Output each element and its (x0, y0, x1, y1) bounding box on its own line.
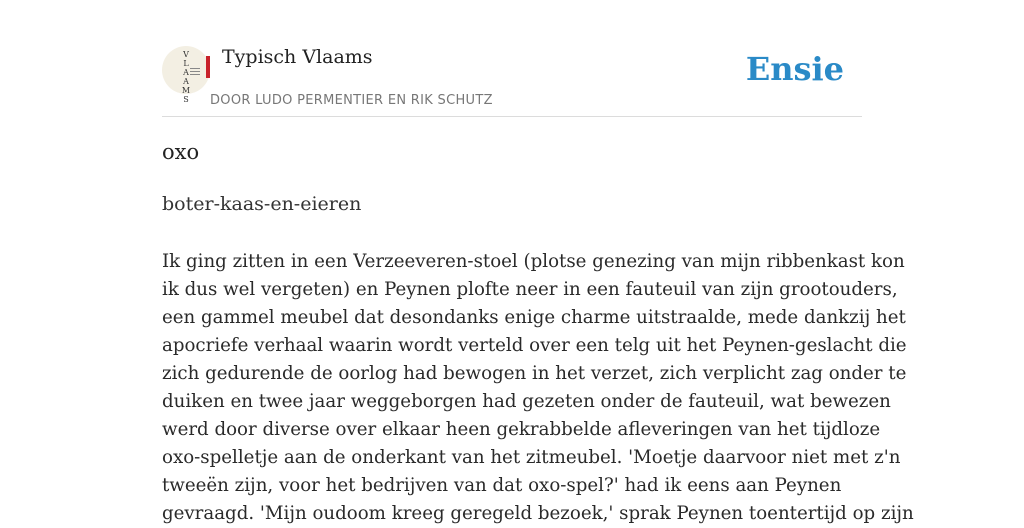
body-line: zich gedurende de oorlog had bewogen in het verzet, zich verplicht zag onder te (162, 363, 907, 384)
body-line: tweeën zijn, voor het bedrijven van dat oxo-spel?' had ik eens aan Peynen (162, 475, 842, 496)
body-line: Ik ging zitten in een Verzeeveren-stoel (plotse genezing van mijn ribbenkast kon (162, 251, 905, 272)
body-line: gevraagd. 'Mijn oudoom kreeg geregeld bezoek,' sprak Peynen toentertijd op zijn (162, 503, 914, 524)
logo-letters: V L A A M S (181, 50, 191, 104)
logo-accent (206, 56, 210, 78)
entry-body (162, 248, 914, 528)
book-title[interactable]: Typisch Vlaams (222, 46, 373, 68)
body-line: ik dus wel vergeten) en Peynen plofte neer in een fauteuil van zijn grootouders, (162, 279, 898, 300)
book-authors: DOOR LUDO PERMENTIER EN RIK SCHUTZ (210, 93, 493, 108)
ensie-brand-logo[interactable]: Ensie (745, 50, 844, 88)
book-header (162, 46, 862, 117)
logo-decoration (190, 68, 200, 77)
body-line: werd door diverse over elkaar heen gekrabbelde afleveringen van het tijdloze (162, 419, 881, 440)
body-line: duiken en twee jaar weggeborgen had gezeten onder de fauteuil, wat bewezen (162, 391, 891, 412)
entry-title: oxo (162, 140, 200, 164)
entry-subtitle: boter-kaas-en-eieren (162, 193, 362, 215)
book-cover-logo[interactable] (162, 46, 210, 104)
body-line: oxo-spelletje aan de onderkant van het zitmeubel. 'Moetje daarvoor niet met z'n (162, 447, 901, 468)
body-line: een gammel meubel dat desondanks enige charme uitstraalde, mede dankzij het (162, 307, 906, 328)
body-line: apocriefe verhaal waarin wordt verteld over een telg uit het Peynen-geslacht die (162, 335, 907, 356)
